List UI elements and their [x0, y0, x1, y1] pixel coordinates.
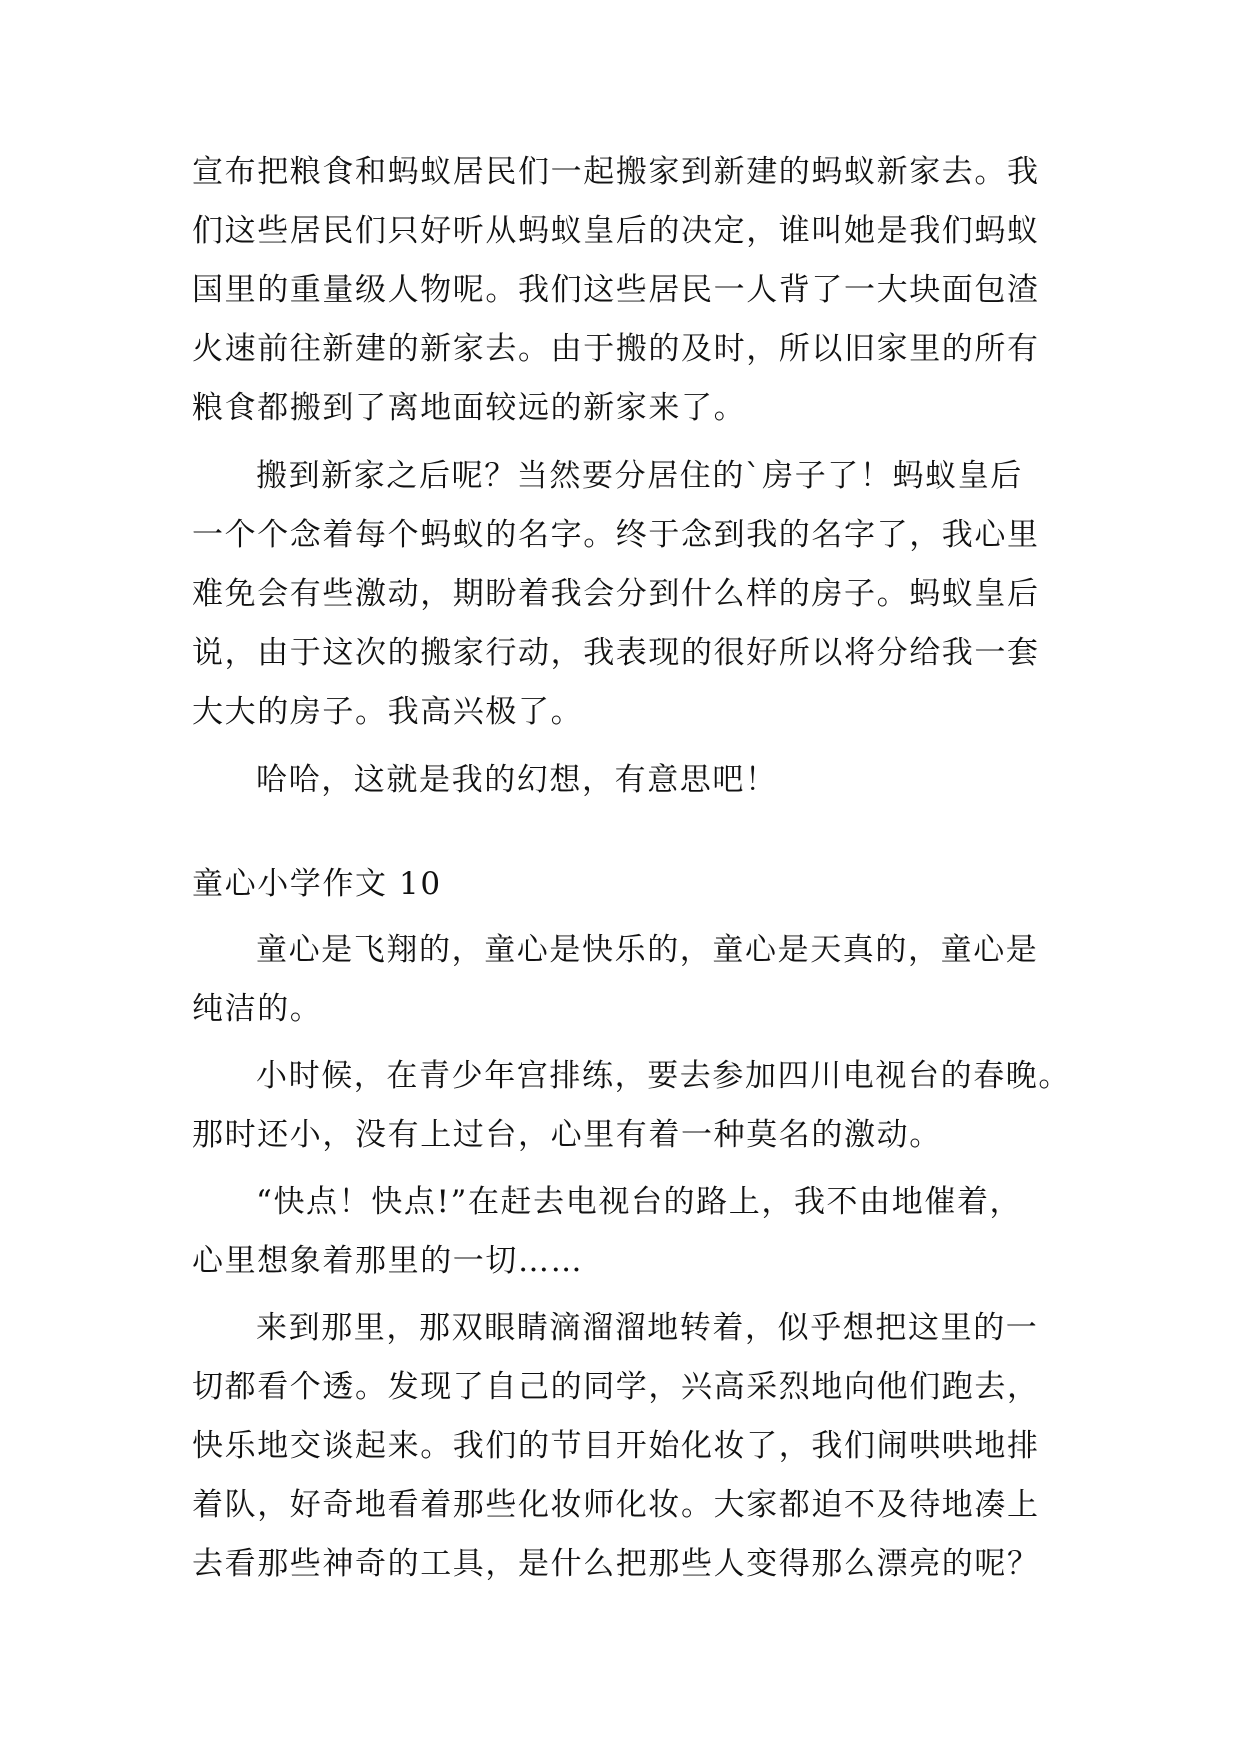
text-line: “快点！快点!”在赶去电视台的路上，我不由地催着， — [256, 1184, 1023, 1220]
text-line: 大大的房子。我高兴极了。 — [192, 694, 584, 730]
text-line: 快乐地交谈起来。我们的节目开始化妆了，我们闹哄哄地排 — [192, 1428, 1040, 1464]
text-line: 哈哈，这就是我的幻想，有意思吧！ — [256, 762, 778, 798]
text-line: 那时还小，没有上过台，心里有着一种莫名的激动。 — [192, 1117, 942, 1153]
text-line: 心里想象着那里的一切…… — [192, 1243, 584, 1279]
text-line: 说，由于这次的搬家行动，我表现的很好所以将分给我一套 — [192, 635, 1040, 671]
text-line: 着队，好奇地看着那些化妆师化妆。大家都迫不及待地凑上 — [192, 1487, 1040, 1523]
text-line: 们这些居民们只好听从蚂蚁皇后的决定，谁叫她是我们蚂蚁 — [192, 213, 1040, 249]
text-line: 火速前往新建的新家去。由于搬的及时，所以旧家里的所有 — [192, 331, 1040, 367]
text-line: 粮食都搬到了离地面较远的新家来了。 — [192, 390, 747, 426]
text-line: 国里的重量级人物呢。我们这些居民一人背了一大块面包渣 — [192, 272, 1040, 308]
text-line: 切都看个透。发现了自己的同学，兴高采烈地向他们跑去， — [192, 1369, 1040, 1405]
article-title: 童心小学作文 10 — [192, 866, 442, 902]
text-line: 一个个念着每个蚂蚁的名字。终于念到我的名字了，我心里 — [192, 517, 1040, 553]
text-line: 去看那些神奇的工具，是什么把那些人变得那么漂亮的呢？ — [192, 1546, 1040, 1582]
text-line: 搬到新家之后呢？当然要分居住的`房子了！蚂蚁皇后 — [256, 458, 1023, 494]
text-line: 宣布把粮食和蚂蚁居民们一起搬家到新建的蚂蚁新家去。我 — [192, 154, 1040, 190]
text-line: 纯洁的。 — [192, 991, 323, 1027]
text-line: 难免会有些激动，期盼着我会分到什么样的房子。蚂蚁皇后 — [192, 576, 1040, 612]
text-line: 小时候，在青少年宫排练，要去参加四川电视台的春晚。 — [256, 1058, 1071, 1094]
text-line: 童心是飞翔的，童心是快乐的，童心是天真的，童心是 — [256, 932, 1039, 968]
text-line: 来到那里，那双眼睛滴溜溜地转着，似乎想把这里的一 — [256, 1310, 1039, 1346]
